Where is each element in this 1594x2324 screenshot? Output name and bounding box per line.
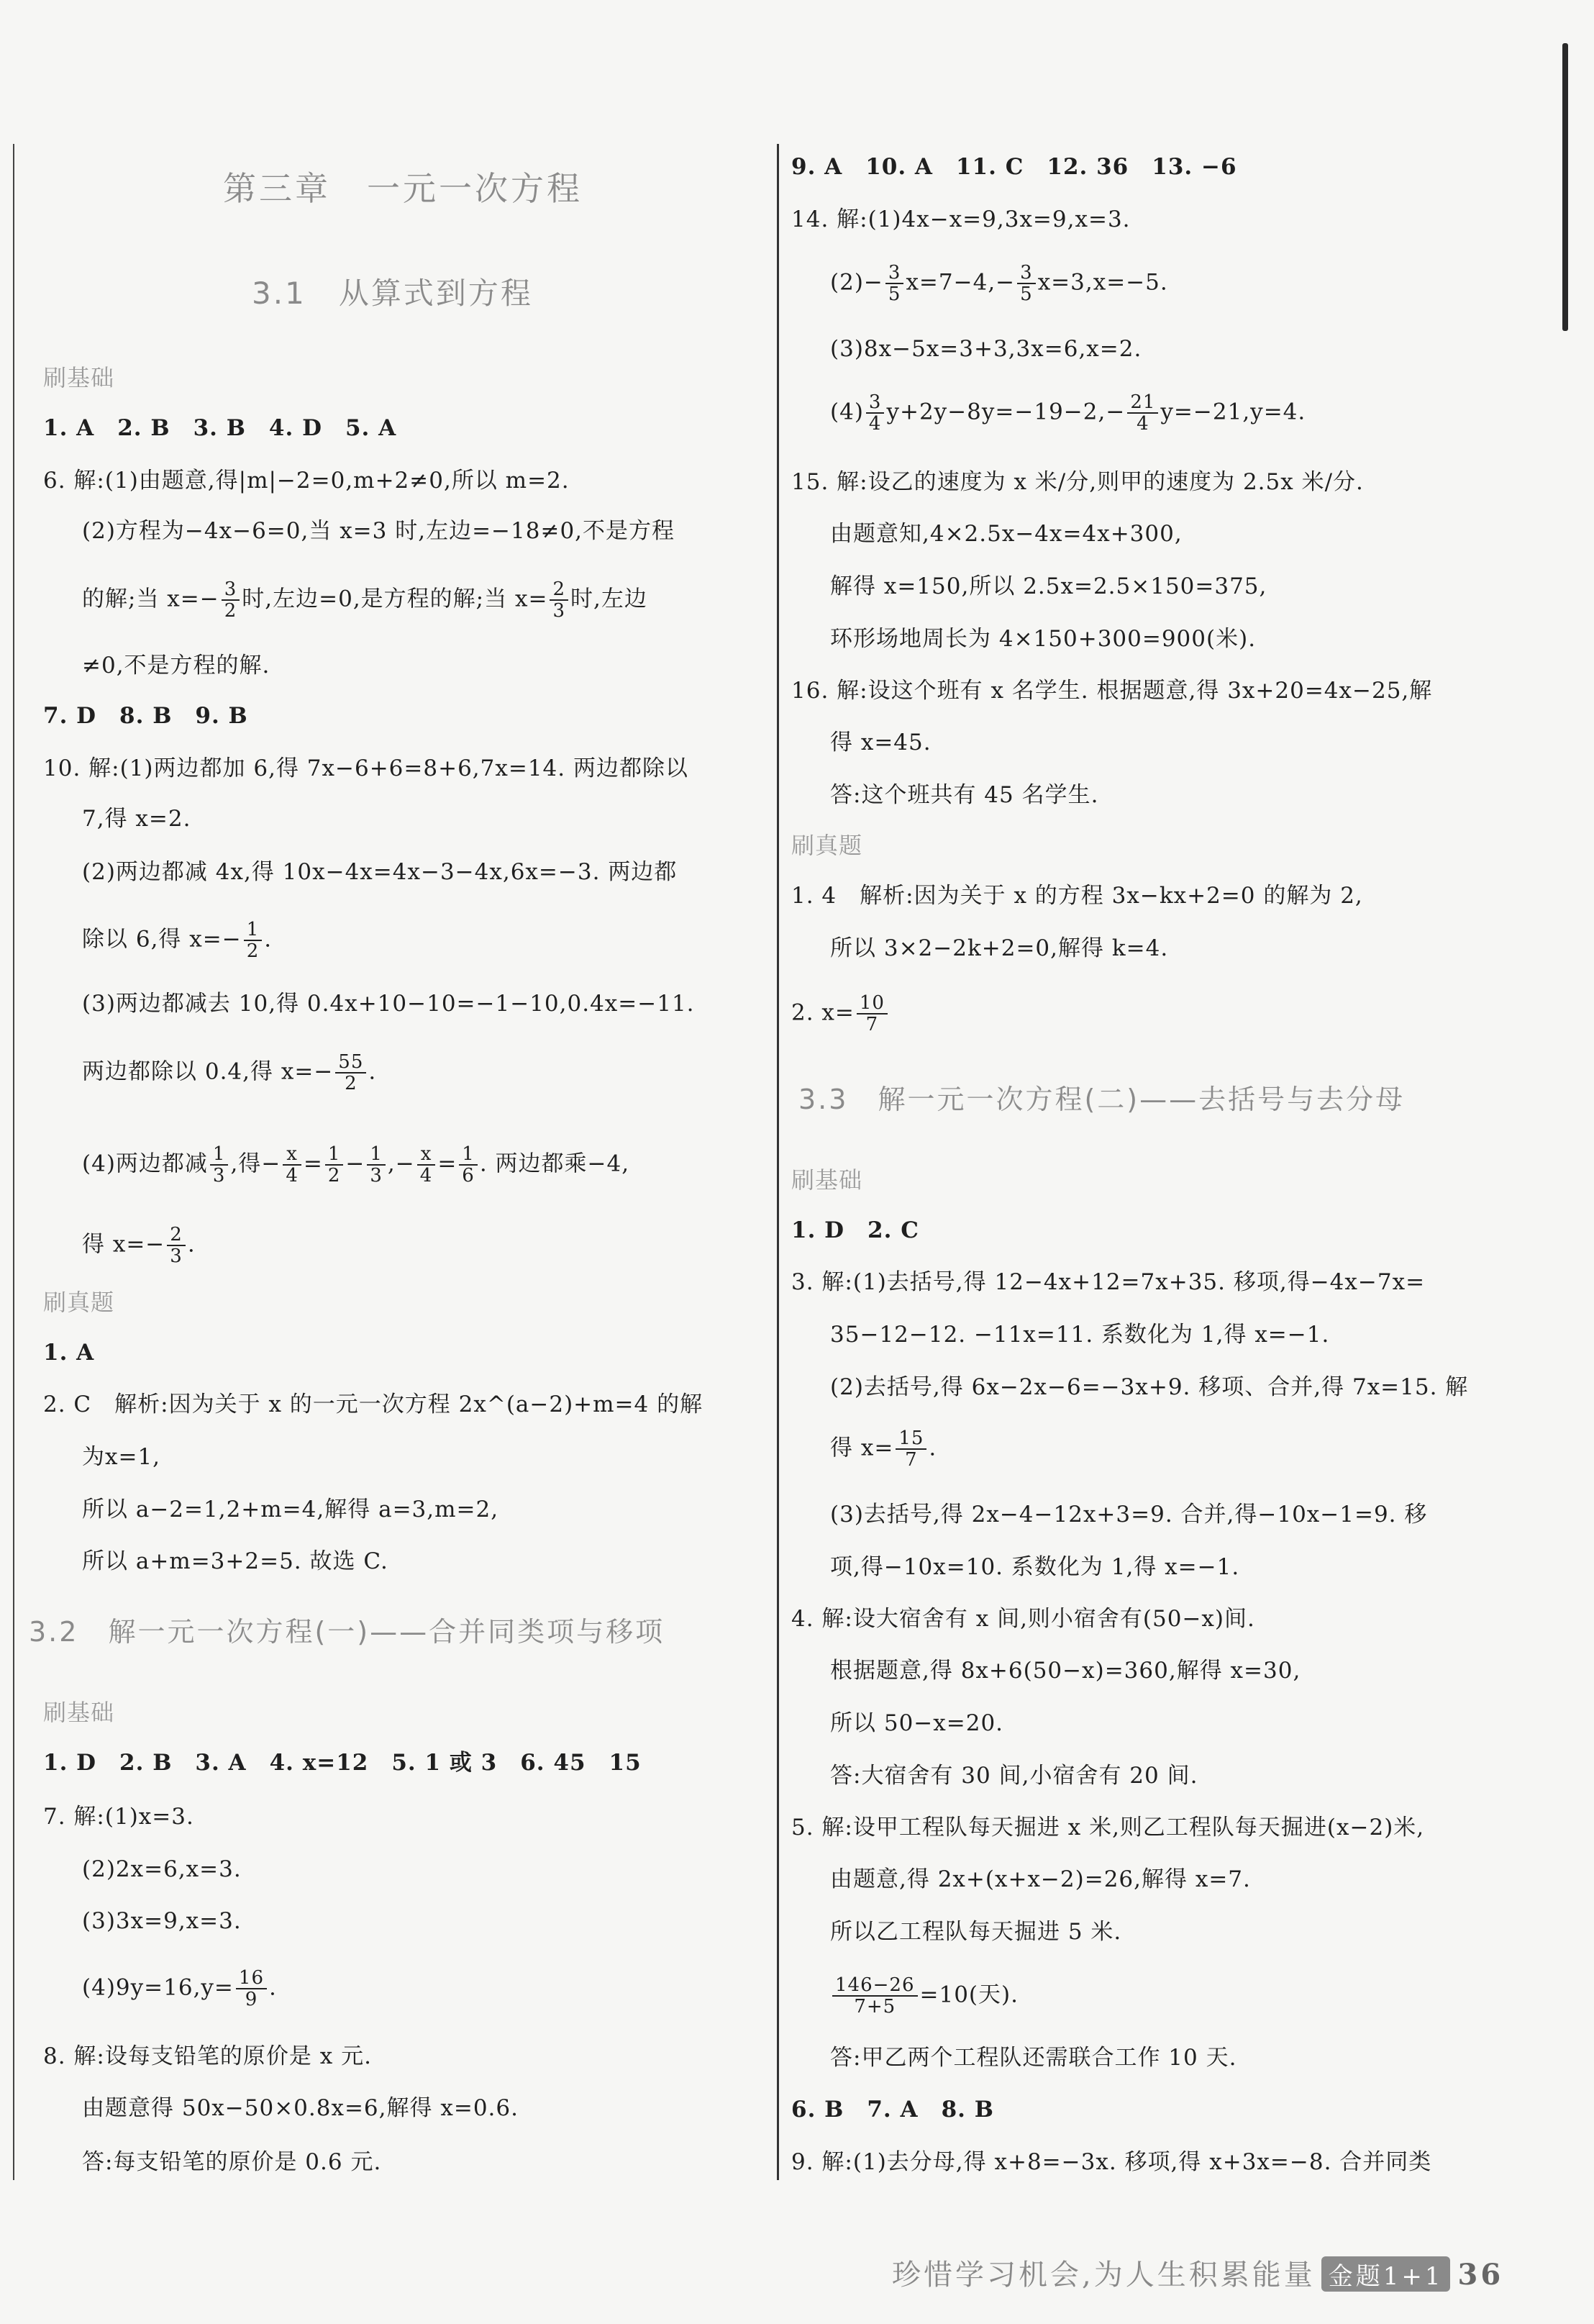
answer-line: 为x=1, bbox=[82, 1444, 161, 1470]
answer-line: 所以 3×2−2k+2=0,解得 k=4. bbox=[830, 935, 1169, 961]
answer-line: 9. 解:(1)去分母,得 x+8=−3x. 移项,得 x+3x=−8. 合并同类 bbox=[791, 2149, 1432, 2175]
answer-line: 6. 解:(1)由题意,得|m|−2=0,m+2≠0,所以 m=2. bbox=[43, 468, 570, 494]
answer-line: 由题意,得 2x+(x+x−2)=26,解得 x=7. bbox=[830, 1866, 1251, 1892]
answer-line: (4)9y=16,y= $\frac{16}{9}$ . bbox=[82, 1967, 277, 2010]
answer-line: 3. 解:(1)去括号,得 12−4x+12=7x+35. 移项,得−4x−7x= bbox=[791, 1269, 1426, 1295]
answer-line: 1. D 2. C bbox=[791, 1217, 919, 1243]
answer-line: (2)两边都减 4x,得 10x−4x=4x−3−4x,6x=−3. 两边都 bbox=[82, 859, 678, 885]
answer-line: 16. 解:设这个班有 x 名学生. 根据题意,得 3x+20=4x−25,解 bbox=[791, 678, 1433, 704]
answer-line: 环形场地周长为 4×150+300=900(米). bbox=[830, 626, 1257, 652]
left-margin-rule bbox=[13, 144, 14, 2180]
answer-line: (3)去括号,得 2x−4−12x+3=9. 合并,得−10x−1=9. 移 bbox=[830, 1502, 1428, 1528]
section-3-3-heading: 3.3 解一元一次方程(二)——去括号与去分母 bbox=[798, 1084, 1406, 1115]
answer-line: (3)8x−5x=3+3,3x=6,x=2. bbox=[830, 336, 1142, 362]
answer-line: (4) $\frac{3}{4}$ y+2y−8y=−19−2,− $\frac{21}{4}$ y=−21,y=4. bbox=[830, 391, 1306, 435]
answer-line: (3)两边都减去 10,得 0.4x+10−10=−1−10,0.4x=−11. bbox=[82, 991, 695, 1017]
answer-line: (4)两边都减 $\frac{1}{3}$ ,得− $\frac{x}{4}$ = $\frac{1}{2}$ − $\frac{1}{3}$ ,− $\frac{x}{4}$ = $\frac{1}{6}$ . 两边都乘−4, bbox=[82, 1143, 630, 1186]
fraction: $\frac{55}{2}$ bbox=[335, 1052, 366, 1094]
answer-line: 6. B 7. A 8. B bbox=[791, 2097, 994, 2123]
answer-line: 2. x= $\frac{10}{7}$ bbox=[791, 993, 890, 1035]
footer-slogan: 珍惜学习机会,为人生积累能量 bbox=[892, 2259, 1316, 2292]
brand-badge: 金题1+1 bbox=[1321, 2256, 1451, 2292]
answer-line: 所以乙工程队每天掘进 5 米. bbox=[830, 1919, 1122, 1945]
answer-line: 9. A 10. A 11. C 12. 36 13. −6 bbox=[791, 154, 1237, 180]
label-basic: 刷基础 bbox=[43, 364, 115, 391]
answer-line: 1. 4 解析:因为关于 x 的方程 3x−kx+2=0 的解为 2, bbox=[791, 883, 1363, 909]
answer-line: 7. D 8. B 9. B bbox=[43, 703, 248, 729]
answer-line: 得 x= $\frac{15}{7}$ . bbox=[830, 1427, 937, 1471]
answer-line: 所以 a−2=1,2+m=4,解得 a=3,m=2, bbox=[82, 1497, 499, 1522]
answer-line: 15. 解:设乙的速度为 x 米/分,则甲的速度为 2.5x 米/分. bbox=[791, 469, 1364, 495]
answer-line: 所以 50−x=20. bbox=[830, 1710, 1004, 1736]
section-num: 3.1 bbox=[252, 276, 306, 311]
answer-line: (2)方程为−4x−6=0,当 x=3 时,左边=−18≠0,不是方程 bbox=[82, 518, 675, 544]
section-3-1-heading bbox=[252, 276, 533, 311]
fraction: $\frac{2}{3}$ bbox=[550, 579, 568, 621]
fraction: $\frac{16}{9}$ bbox=[236, 1968, 267, 2010]
section-3-2-heading: 3.2 解一元一次方程(一)——合并同类项与移项 bbox=[29, 1616, 665, 1648]
label-basic: 刷基础 bbox=[43, 1699, 115, 1726]
answer-line: 由题意知,4×2.5x−4x=4x+300, bbox=[830, 521, 1183, 547]
answer-line: 两边都除以 0.4,得 x=− $\frac{55}{2}$ . bbox=[82, 1051, 377, 1094]
answer-line: 14. 解:(1)4x−x=9,3x=9,x=3. bbox=[791, 206, 1131, 232]
answer-line: 10. 解:(1)两边都加 6,得 7x−6+6=8+6,7x=14. 两边都除以 bbox=[43, 755, 688, 781]
fraction: $\frac{1}{2}$ bbox=[244, 920, 263, 961]
answer-line: 1. A bbox=[43, 1340, 95, 1366]
answer-line: (2)去括号,得 6x−2x−6=−3x+9. 移项、合并,得 7x=15. 解 bbox=[830, 1374, 1469, 1400]
label-basic: 刷基础 bbox=[791, 1166, 863, 1194]
answer-line: (2)2x=6,x=3. bbox=[82, 1856, 242, 1882]
answer-line: 根据题意,得 8x+6(50−x)=360,解得 x=30, bbox=[830, 1658, 1301, 1684]
answer-line: $\frac{146-26}{7+5}$ =10(天). bbox=[791, 1975, 1019, 2017]
answer-line: 除以 6,得 x=− $\frac{1}{2}$ . bbox=[82, 919, 273, 962]
answer-line: 项,得−10x=10. 系数化为 1,得 x=−1. bbox=[830, 1554, 1240, 1580]
answer-line: 答:大宿舍有 30 间,小宿舍有 20 间. bbox=[830, 1763, 1198, 1789]
chapter-title: 第三章 一元一次方程 bbox=[223, 169, 583, 208]
answer-line: 得 x=45. bbox=[830, 730, 932, 755]
answer-line: 2. C 解析:因为关于 x 的一元一次方程 2x^(a−2)+m=4 的解 bbox=[43, 1392, 703, 1417]
answer-line: 答:甲乙两个工程队还需联合工作 10 天. bbox=[830, 2045, 1237, 2071]
answer-line: 4. 解:设大宿舍有 x 间,则小宿舍有(50−x)间. bbox=[791, 1606, 1255, 1632]
answer-line: (2)− $\frac{3}{5}$ x=7−4,− $\frac{3}{5}$ x=3,x=−5. bbox=[830, 262, 1168, 305]
fraction: $\frac{3}{2}$ bbox=[222, 579, 240, 621]
label-real: 刷真题 bbox=[43, 1289, 115, 1316]
fraction: $\frac{2}{3}$ bbox=[167, 1225, 186, 1266]
answer-line: 7,得 x=2. bbox=[82, 806, 191, 832]
page-edge bbox=[1562, 43, 1568, 331]
answer-line: 8. 解:设每支铅笔的原价是 x 元. bbox=[43, 2043, 372, 2069]
answer-line: 得 x=− $\frac{2}{3}$ . bbox=[82, 1224, 196, 1267]
answer-line: 解得 x=150,所以 2.5x=2.5×150=375, bbox=[830, 573, 1267, 599]
page-number: 36 bbox=[1457, 2258, 1504, 2292]
answer-line: 7. 解:(1)x=3. bbox=[43, 1804, 194, 1830]
answer-line: (3)3x=9,x=3. bbox=[82, 1908, 242, 1934]
answer-line: 的解;当 x=− $\frac{3}{2}$ 时,左边=0,是方程的解;当 x= $\frac{2}{3}$ 时,左边 bbox=[82, 578, 647, 622]
label-real: 刷真题 bbox=[791, 832, 863, 859]
answer-line: 答:这个班共有 45 名学生. bbox=[830, 782, 1099, 808]
answer-line: 所以 a+m=3+2=5. 故选 C. bbox=[82, 1548, 388, 1574]
answer-line: 由题意得 50x−50×0.8x=6,解得 x=0.6. bbox=[82, 2095, 519, 2121]
answer-line: 1. D 2. B 3. A 4. x=12 5. 1 或 3 6. 45 15 bbox=[43, 1750, 642, 1776]
answer-line: 35−12−12. −11x=11. 系数化为 1,得 x=−1. bbox=[830, 1322, 1330, 1348]
answer-line: ≠0,不是方程的解. bbox=[82, 653, 270, 678]
answer-line: 答:每支铅笔的原价是 0.6 元. bbox=[82, 2149, 382, 2175]
column-divider bbox=[777, 144, 779, 2180]
section-title: 从算式到方程 bbox=[338, 276, 533, 311]
page-footer bbox=[892, 2252, 1503, 2293]
answer-line: 5. 解:设甲工程队每天掘进 x 米,则乙工程队每天掘进(x−2)米, bbox=[791, 1815, 1425, 1840]
answer-line: 1. A 2. B 3. B 4. D 5. A bbox=[43, 415, 397, 441]
